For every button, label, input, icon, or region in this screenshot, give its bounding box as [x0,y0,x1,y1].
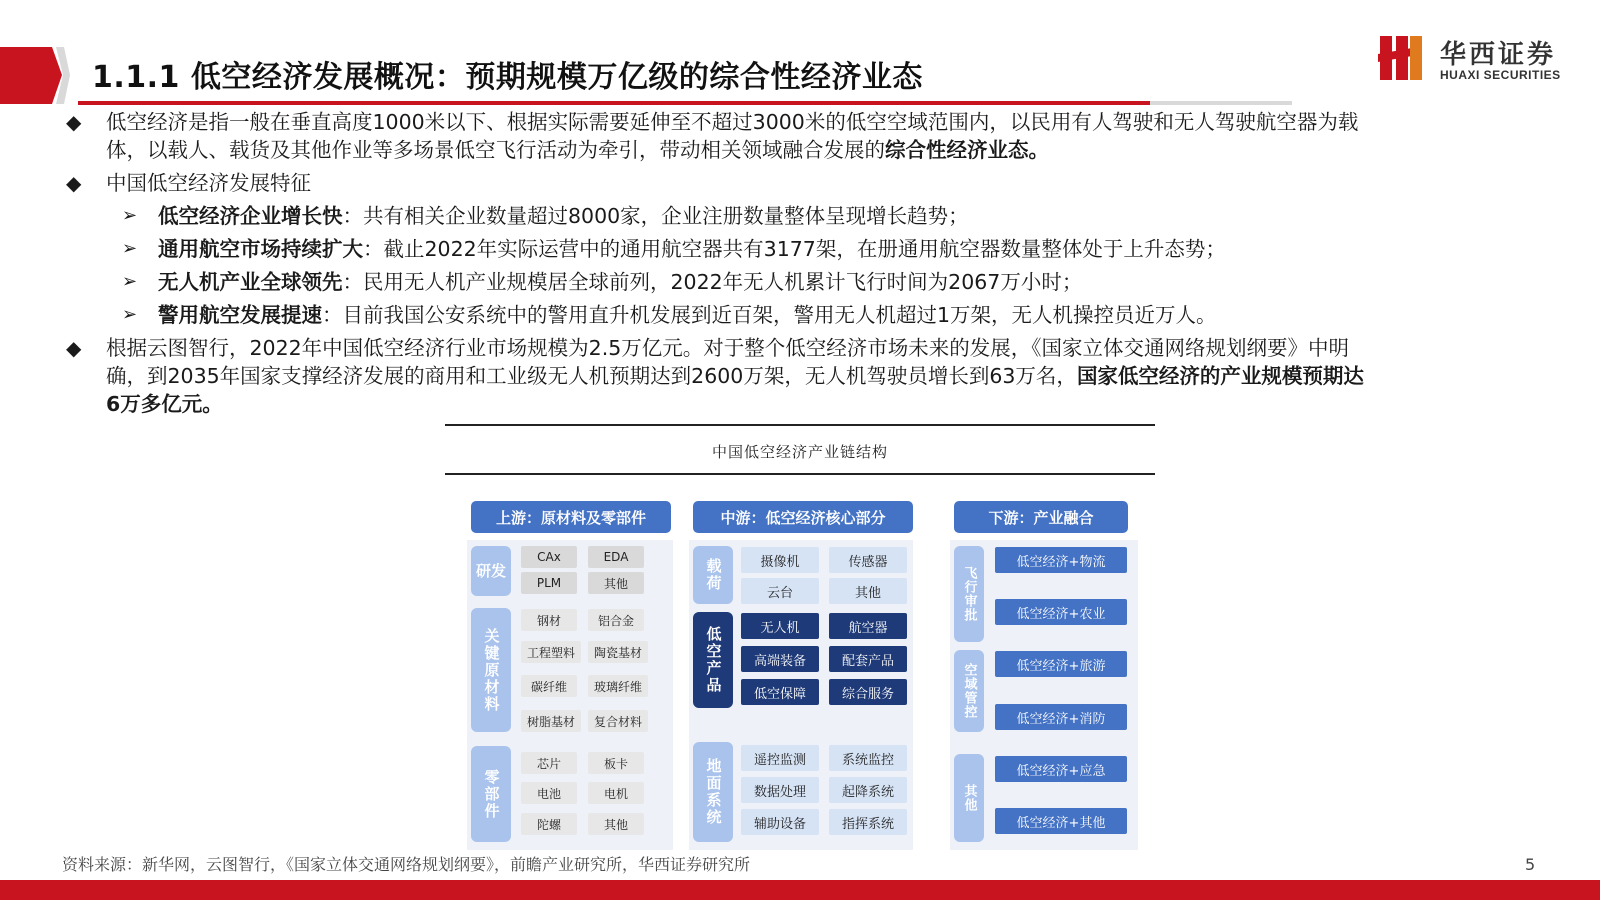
upstream-group-rnd: 研发 [471,546,511,596]
chip-sensor: 传感器 [829,547,907,573]
chip-high-end-equipment: 高端装备 [741,646,819,672]
downstream-group-other: 其他 [954,754,984,842]
sub-bullet-police: ➢ 警用航空发展提速：目前我国公安系统中的警用直升机发展到近百架，警用无人机超过1万架，无人机操控员近万人。 [122,303,1217,327]
chip-eda: EDA [588,546,644,568]
chip-takeoff-landing: 起降系统 [829,777,907,803]
chip-remote-monitoring: 遥控监测 [741,745,819,771]
page-title: 1.1.1 低空经济发展概况：预期规模万亿级的综合性经济业态 [92,60,923,95]
chip-supporting-products: 配套产品 [829,646,907,672]
midstream-group-payload: 载荷 [693,546,733,604]
chip-plastics: 工程塑料 [521,641,581,663]
logo-text-cn: 华西证券 [1440,40,1557,70]
title-underline [78,101,1150,105]
downstream-group-approval: 飞行审批 [954,546,984,642]
chip-firefighting: 低空经济+消防 [995,704,1127,730]
chip-battery: 电池 [521,782,577,804]
chip-motor: 电机 [588,782,644,804]
chip-tourism: 低空经济+旅游 [995,651,1127,677]
bullet-definition: ◆ 低空经济是指一般在垂直高度1000米以下、根据实际需要延伸至不超过3000米的低空空域范围内，以民用有人驾驶和无人驾驶航空器为载 体，以载人、载货及其他作业等多场景低空飞行活动为牵引，带动相关领域融合发展的综合性经济业态。 [66,110,1359,162]
chip-command-system: 指挥系统 [829,809,907,835]
title-underline-grey [1150,101,1292,105]
logo-text-en: HUAXI SECURITIES [1440,68,1561,82]
chip-system-monitoring: 系统监控 [829,745,907,771]
bullet-market-size: ◆ 根据云图智行，2022年中国低空经济行业市场规模为2.5万亿元。对于整个低空经济市场未来的发展，《国家立体交通网络规划纲要》中明 确，到2035年国家支撑经济发展的商用和工业级无人机预期达到2600万架，无人机驾驶员增长到63万名，国家低空经济的产业规模预期达 6万多亿元。 [66,336,1364,416]
sub-bullet-general-aviation: ➢ 通用航空市场持续扩大：截止2022年实际运营中的通用航空器共有3177架，在册通用航空器数量整体处于上升态势； [122,237,1226,261]
chip-other-parts: 其他 [588,813,644,835]
chip-board: 板卡 [588,752,644,774]
chip-carbon-fiber: 碳纤维 [521,675,577,697]
bullet-features: ◆ 中国低空经济发展特征 [66,171,311,195]
chip-data-processing: 数据处理 [741,777,819,803]
downstream-group-airspace: 空域管控 [954,650,984,732]
chip-steel: 钢材 [521,609,577,631]
chip-chip: 芯片 [521,752,577,774]
source-note: 资料来源：新华网，云图智行，《国家立体交通网络规划纲要》，前瞻产业研究所，华西证券研究所 [62,855,751,874]
figure-title: 中国低空经济产业链结构 [711,443,888,461]
chip-plm: PLM [521,572,577,594]
chip-emergency: 低空经济+应急 [995,756,1127,782]
chip-aluminum: 铝合金 [588,609,644,631]
midstream-header: 中游：低空经济核心部分 [693,501,913,533]
midstream-group-ground-system: 地面系统 [693,742,733,842]
upstream-header: 上游：原材料及零部件 [471,501,671,533]
chip-resin: 树脂基材 [521,710,581,732]
chip-logistics: 低空经济+物流 [995,547,1127,573]
diamond-bullet-icon: ◆ [66,336,82,360]
diamond-bullet-icon: ◆ [66,171,82,195]
chip-integrated-services: 综合服务 [829,679,907,705]
figure-rule-bottom [445,473,1155,475]
chip-auxiliary-equipment: 辅助设备 [741,809,819,835]
sub-bullet-enterprise: ➢ 低空经济企业增长快：共有相关企业数量超过8000家，企业注册数量整体呈现增长趋势； [122,204,969,228]
sub-bullet-drone: ➢ 无人机产业全球领先：民用无人机产业规模居全球前列，2022年无人机累计飞行时间为2067万小时； [122,270,1083,294]
upstream-group-materials: 关键原材料 [471,608,511,732]
chip-glass-fiber: 玻璃纤维 [588,675,648,697]
upstream-group-parts: 零部件 [471,746,511,842]
arrow-bullet-icon: ➢ [122,304,138,325]
downstream-header: 下游：产业融合 [954,501,1128,533]
chip-cax: CAx [521,546,577,568]
huaxi-logo-mark [1378,34,1426,82]
chip-composite: 复合材料 [588,710,648,732]
figure-rule-top [445,424,1155,426]
page-number: 5 [1525,855,1536,874]
chip-other-rnd: 其他 [588,572,644,594]
chip-agriculture: 低空经济+农业 [995,599,1127,625]
chip-other-downstream: 低空经济+其他 [995,808,1127,834]
chip-drone: 无人机 [741,613,819,639]
diamond-bullet-icon: ◆ [66,110,82,134]
chip-other-payload: 其他 [829,578,907,604]
chip-camera: 摄像机 [741,547,819,573]
chip-gyro: 陀螺 [521,813,577,835]
body-text [60,108,1540,418]
chip-ceramics: 陶瓷基材 [588,641,648,663]
chip-aircraft: 航空器 [829,613,907,639]
arrow-bullet-icon: ➢ [122,271,138,292]
arrow-bullet-icon: ➢ [122,238,138,259]
bottom-accent-bar [0,880,1600,900]
chip-low-altitude-support: 低空保障 [741,679,819,705]
midstream-group-products: 低空产品 [693,612,733,708]
arrow-bullet-icon: ➢ [122,205,138,226]
title-arrow-tab [0,47,70,104]
chip-gimbal: 云台 [741,578,819,604]
